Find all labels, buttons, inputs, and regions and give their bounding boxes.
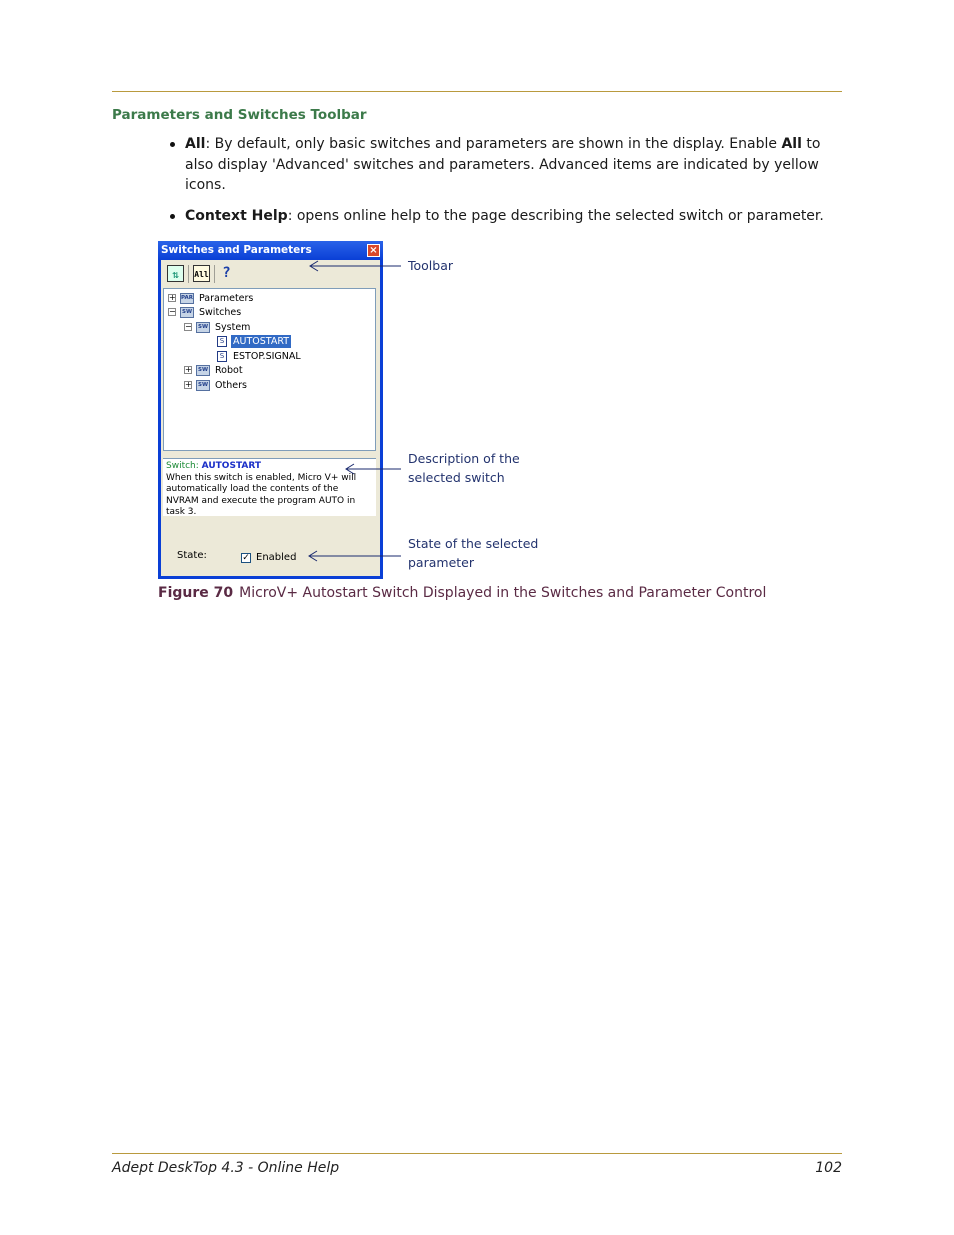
footer-rule xyxy=(112,1153,842,1154)
tree-label-autostart: AUTOSTART xyxy=(233,336,290,347)
collapse-icon[interactable]: − xyxy=(185,322,192,331)
enabled-checkbox[interactable]: ✓ xyxy=(242,553,250,563)
tree-label-parameters: Parameters xyxy=(199,293,254,304)
context-help-icon[interactable]: ? xyxy=(222,265,231,281)
enabled-label: Enabled xyxy=(256,552,297,563)
switches-folder-icon: SW xyxy=(180,307,194,318)
callout-description-line2: selected switch xyxy=(408,469,505,485)
switch-icon: S xyxy=(217,336,227,347)
figure-label: Figure 70 xyxy=(158,585,234,601)
close-icon[interactable]: × xyxy=(367,244,380,257)
switch-icon: S xyxy=(217,351,227,362)
term-all: All xyxy=(185,136,206,152)
state-label: State: xyxy=(177,550,207,561)
callout-state-line2: parameter xyxy=(408,554,474,570)
callout-description xyxy=(408,450,520,487)
callout-state xyxy=(408,535,538,572)
others-folder-icon: SW xyxy=(196,380,210,391)
dialog-title: Switches and Parameters xyxy=(158,241,383,260)
parameters-folder-icon: PAR xyxy=(180,293,194,304)
section-title: Parameters and Switches Toolbar xyxy=(112,107,367,123)
robot-folder-icon: SW xyxy=(196,365,210,376)
footer-title: Adept DeskTop 4.3 - Online Help xyxy=(112,1160,340,1176)
page-number: 102 xyxy=(815,1160,842,1176)
figure-caption-text: MicroV+ Autostart Switch Displayed in the Switches and Parameter Control xyxy=(239,585,767,601)
callout-description-line1: Description of the xyxy=(408,451,520,466)
tree-label-system: System xyxy=(215,322,251,333)
expand-icon[interactable]: + xyxy=(185,380,192,389)
tree-label-others: Others xyxy=(215,380,247,391)
tree-label-switches: Switches xyxy=(199,307,242,318)
figure-caption xyxy=(158,585,766,601)
term-all-2: All xyxy=(781,136,802,152)
expand-icon[interactable]: + xyxy=(169,293,176,302)
system-folder-icon: SW xyxy=(196,322,210,333)
bullet-context-help-text: : opens online help to the page describing the selected switch or parameter. xyxy=(287,207,824,224)
callout-toolbar: Toolbar xyxy=(408,258,454,273)
description-kind: Switch: xyxy=(166,461,199,471)
description-name: AUTOSTART xyxy=(201,461,262,471)
callout-state-line1: State of the selected xyxy=(408,536,539,551)
term-context-help: Context Help xyxy=(185,207,288,224)
tree-label-robot: Robot xyxy=(215,365,243,376)
all-button[interactable]: All xyxy=(193,265,210,282)
collapse-icon[interactable]: − xyxy=(169,307,176,316)
tree-label-estop-signal: ESTOP.SIGNAL xyxy=(233,351,301,362)
description-text: When this switch is enabled, Micro V+ will automatically load the contents of the NVRAM and execute the program AUTO in task 3. xyxy=(166,472,357,517)
expand-icon[interactable]: + xyxy=(185,365,192,374)
bullet-all-text-b: to also display 'Advanced' switches and parameters. Advanced items are indicated by yellow icons. xyxy=(185,136,821,193)
refresh-icon[interactable]: ⇅ xyxy=(167,265,184,282)
bullet-all-text-a: : By default, only basic switches and parameters are shown in the display. Enable xyxy=(205,136,782,152)
